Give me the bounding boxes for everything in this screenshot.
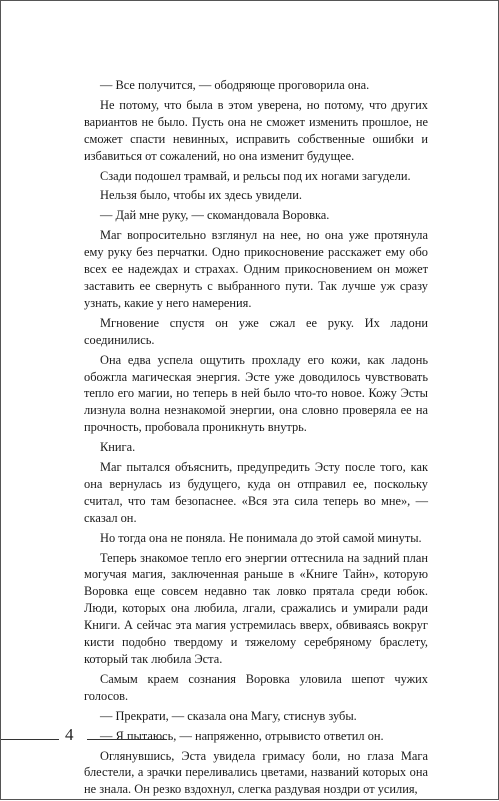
paragraph-9: Книга. [100, 440, 136, 455]
paragraph-8: Она едва успела ощутить прохладу его кожи, как ладонь обожгла магическая энергия. Эсте уже доводилось чувствовать тепло его магии, но теперь в ней было что-то новое. Кожу Эсты лизнула волна незнакомой энергии, она словно проверяла ее на прочность, пробовала проникнуть внутрь. [84, 352, 428, 435]
paragraph-15: — Я пытаюсь, — напряженно, отрывисто ответил он. [100, 728, 384, 743]
paragraph-5: — Дай мне руку, — скомандовала Воровка. [100, 208, 330, 223]
paragraph-16: Оглянувшись, Эста увидела гримасу боли, но глаза Мага блестели, а зрачки переливались цветами, названий которых она не знала. Он резко вздохнул, слегка раздувая ноздри от усилия, [84, 748, 428, 797]
page-number: 4 [65, 725, 74, 744]
paragraph-13: Самым краем сознания Воровка уловила шепот чужих голосов. [84, 671, 428, 703]
paragraph-4: Нельзя было, чтобы их здесь увидели. [100, 188, 302, 203]
paragraph-6: Маг вопросительно взглянул на нее, но она уже протянула ему руку без перчатки. Одно прикосновение расскажет ему обо всех ее надеждах и страхах. Одним прикосновением он может заставить ее свернуть с выбранного пути. Так лучше уж сразу узнать, какие у него намерения. [84, 228, 428, 310]
footer-rule-left [1, 739, 59, 740]
paragraph-2: Не потому, что была в этом уверена, но потому, что других вариантов не было. Пусть она не сможет изменить прошлое, не сможет спасти невинных, исправить собственные ошибки и избавиться от сожалений, но она изменит будущее. [84, 97, 428, 163]
paragraph-1: — Все получится, — ободряюще проговорила она. [100, 78, 370, 92]
footer-rule-right [87, 739, 167, 740]
paragraph-11: Но тогда она не поняла. Не понимала до этой самой минуты. [100, 530, 422, 545]
paragraph-12: Теперь знакомое тепло его энергии оттеснила на задний план могучая магия, заключенная раньше в «Книге Тайн», которую Воровка еще совсем недавно так ловко прятала среди юбок. Люди, которых она любила, лгали, сражались и умирали ради Книги. А сейчас эта магия устремилась вверх, обвиваясь вокруг кисти подобно твердому и тяжелому серебряному браслету, который так любила Эста. [84, 550, 428, 666]
paragraph-3: Сзади подошел трамвай, и рельсы под их ногами загудели. [100, 168, 411, 183]
body-text [84, 77, 428, 801]
paragraph-7: Мгновение спустя он уже сжал ее руку. Их ладони соединились. [84, 315, 428, 347]
paragraph-14: — Прекрати, — сказала она Магу, стиснув зубы. [100, 708, 357, 723]
paragraph-10: Маг пытался объяснить, предупредить Эсту после того, как она вернулась из будущего, куда он отправил ее, поскольку считал, что там безопаснее. «Вся эта сила теперь во мне», — сказал он. [84, 460, 428, 525]
